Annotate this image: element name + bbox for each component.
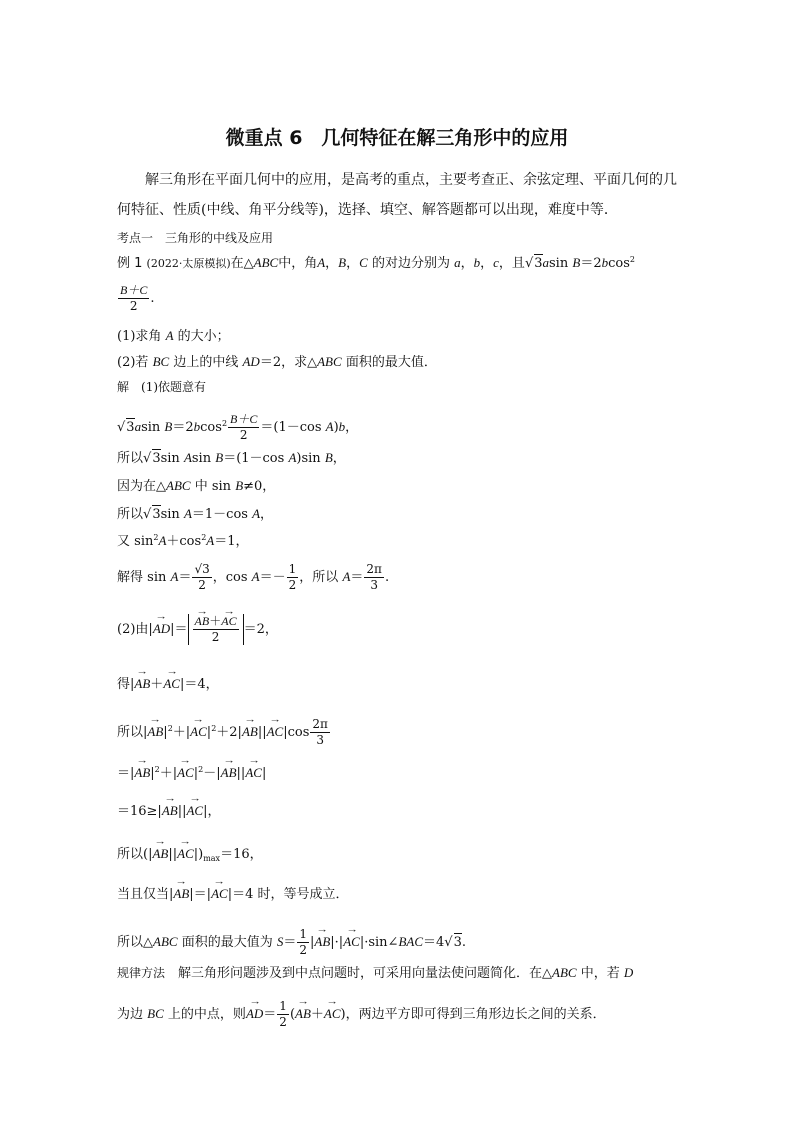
eq-6: 解得 sin A＝ $\frac{√3}{2}$ ，cos A＝－ $\frac{1}{2}$ ，所以 A＝ $\frac{2\pi}{3}$ . bbox=[117, 562, 390, 592]
text: ，且 bbox=[498, 256, 525, 271]
eq-1: √3asin B＝2bcos$^2$ $\frac{B+C}{2}$ ＝(1－cos A)b， bbox=[117, 412, 359, 442]
method-line-1: 规律方法 解三角形问题涉及到中点问题时，可采用向量法使问题简化．在△ABC 中，若 D bbox=[117, 965, 634, 981]
text: ，两边平方即可得到三角形边长之间的关系． bbox=[345, 1007, 606, 1022]
text: 因为在△ bbox=[117, 479, 166, 494]
question-2: (2)若 BC 边上的中线 AD＝2，求△ABC 面积的最大值． bbox=[117, 354, 437, 370]
text: 中，若 bbox=[580, 966, 620, 981]
text: 得 bbox=[117, 677, 131, 692]
text: 所以 bbox=[117, 725, 144, 740]
text: 为边 bbox=[117, 1007, 144, 1022]
text: 又 bbox=[117, 534, 131, 549]
text: 边上的中线 bbox=[173, 355, 239, 370]
question-1: (1)求角 A 的大小； bbox=[117, 328, 230, 344]
example-label: 例 1 bbox=[117, 256, 143, 271]
eq-12: 所以(|→ $AB||\to AC|)_{max}=16$， bbox=[117, 847, 263, 863]
eq-7: (2)由|→ AD|＝ → $\frac{AB+\to AC}{2}$ ＝2， bbox=[117, 614, 278, 645]
example-statement: 例 1 (2022·太原模拟)在△ABC中，角A，B，C 的对边分别为 a，b，c，且√3asin B＝2bcos$^2$ bbox=[117, 255, 635, 271]
text: 的对边分别为 bbox=[371, 256, 450, 271]
solution-start bbox=[117, 381, 206, 393]
eq-8: 得|→ AB＋→ AC|＝4， bbox=[117, 677, 219, 691]
eq-4: 所以√3sin A＝1－cos A， bbox=[117, 506, 274, 522]
text: 的大小； bbox=[177, 329, 230, 344]
text: ＝4 时，等号成立． bbox=[232, 887, 349, 902]
eq-2: 所以√3sin Asin B＝(1－cos A)sin B， bbox=[117, 450, 346, 466]
example-fraction: $\frac{B+C}{2}$ . bbox=[120, 283, 155, 313]
text: (2)若 bbox=[117, 355, 149, 370]
eq-11: ＝16≥|→ AB||→ AC|， bbox=[117, 804, 221, 818]
text: 面积的最大值为 bbox=[181, 935, 273, 950]
eq-9: 所以|→ $AB|^2+|\to AC|^2+2|\to AB||\to AC|\cos$ $\frac{2\pi}{3}$ bbox=[117, 717, 331, 748]
text: (2)由 bbox=[117, 622, 149, 637]
text: 所以 bbox=[117, 847, 144, 862]
eq-10: ＝|→ $AB|^2+|\to AC|^2-|\to AB||\to AC|$ bbox=[117, 766, 266, 780]
text: 当且仅当 bbox=[117, 887, 170, 902]
intro-line-2: 何特征、性质(中线、角平分线等)，选择、填空、解答题都可以出现，难度中等． bbox=[117, 202, 618, 218]
text: 解三角形问题涉及到中点问题时，可采用向量法使问题简化．在△ bbox=[178, 966, 553, 981]
text: 中 bbox=[194, 479, 208, 494]
text: 解得 bbox=[117, 570, 144, 585]
method-line-2: 为边 BC 上的中点，则→ AD＝ $\frac{1}{2}$ (→ AB＋→ AC)，两边平方即可得到三角形边长之间的关系． bbox=[117, 999, 606, 1030]
text: 所以△ bbox=[117, 935, 153, 950]
section-heading: 考点一 三角形的中线及应用 bbox=[117, 231, 274, 245]
solution-label: 解 bbox=[117, 380, 130, 394]
eq-5: 又 $\sin^2A+\cos^2A=1$， bbox=[117, 533, 249, 549]
text: ＝2，求△ bbox=[259, 355, 318, 370]
text: 上的中点，则 bbox=[167, 1007, 246, 1022]
eq-13: 当且仅当|→ AB|＝|→ AC|＝4 时，等号成立． bbox=[117, 887, 348, 901]
text: 在△ bbox=[230, 256, 254, 271]
method-label: 规律方法 bbox=[117, 966, 166, 980]
text: 所以 bbox=[117, 451, 144, 466]
intro-line-1: 解三角形在平面几何中的应用，是高考的重点，主要考查正、余弦定理、平面几何的几 bbox=[145, 172, 677, 188]
text: 面积的最大值． bbox=[345, 355, 437, 370]
text: (1)依题意有 bbox=[141, 380, 207, 394]
example-source: (2022·太原模拟) bbox=[146, 257, 231, 270]
page-title: 微重点 6 几何特征在解三角形中的应用 bbox=[225, 127, 569, 149]
eq-14: 所以△ABC 面积的最大值为 S＝ $\frac{1}{2}$ |→ AB|·|→ AC|·sin∠BAC＝4√3. bbox=[117, 927, 466, 958]
text: 所以 bbox=[117, 507, 144, 522]
text: 中，角 bbox=[278, 256, 318, 271]
text: 所以 bbox=[312, 570, 339, 585]
text: (1)求角 bbox=[117, 329, 162, 344]
eq-3: 因为在△ABC 中 sin B≠0， bbox=[117, 478, 276, 494]
